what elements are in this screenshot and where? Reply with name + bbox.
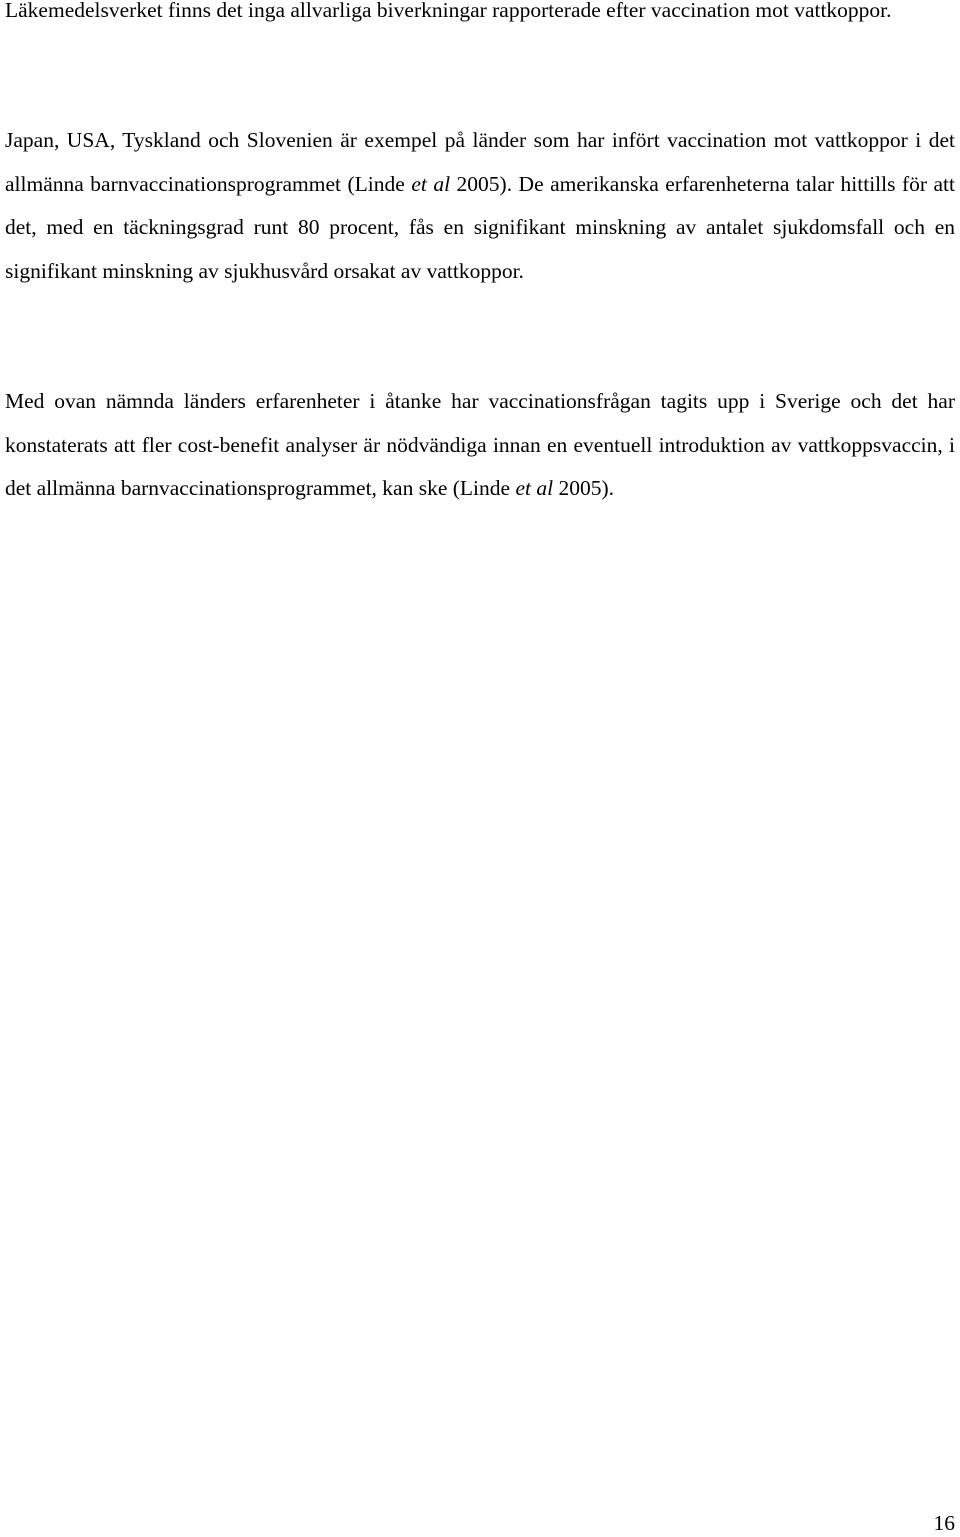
paragraph-countries-vaccination xyxy=(5,119,955,293)
paragraph-text-after: 2005). xyxy=(553,476,614,500)
page-number: 16 xyxy=(933,1511,955,1535)
paragraph-adverse-effects xyxy=(5,0,955,33)
paragraph-text-before: Med ovan nämnda länders erfarenheter i åtanke har vaccinationsfrågan tagits upp i Sverige och det har konstaterats att fler cost-benefit analyser är nödvändiga innan en eventuell introduktion av vattkoppsvaccin, i det allmänna barnvaccinationsprogrammet, kan ske (Linde xyxy=(5,389,955,500)
paragraph-text: Läkemedelsverket finns det inga allvarliga biverkningar rapporterade efter vaccination mot vattkoppor. xyxy=(5,0,892,22)
paragraph-text-after: 2005). De amerikanska erfarenheterna talar hittills för att det, med en täckningsgrad runt 80 procent, fås en signifikant minskning av antalet sjukdomsfall och en signifikant minskning av sjukhusvård orsakat av vattkoppor. xyxy=(5,171,956,283)
citation-et-al: et al xyxy=(411,171,451,196)
citation-et-al: et al xyxy=(515,476,554,500)
paragraph-sweden-vaccination xyxy=(5,380,955,511)
paragraph-text-before: Japan, USA, Tyskland och Slovenien är exempel på länder som har infört vaccination mot vattkoppor i det allmänna barnvaccinationsprogrammet (Linde xyxy=(5,128,955,196)
